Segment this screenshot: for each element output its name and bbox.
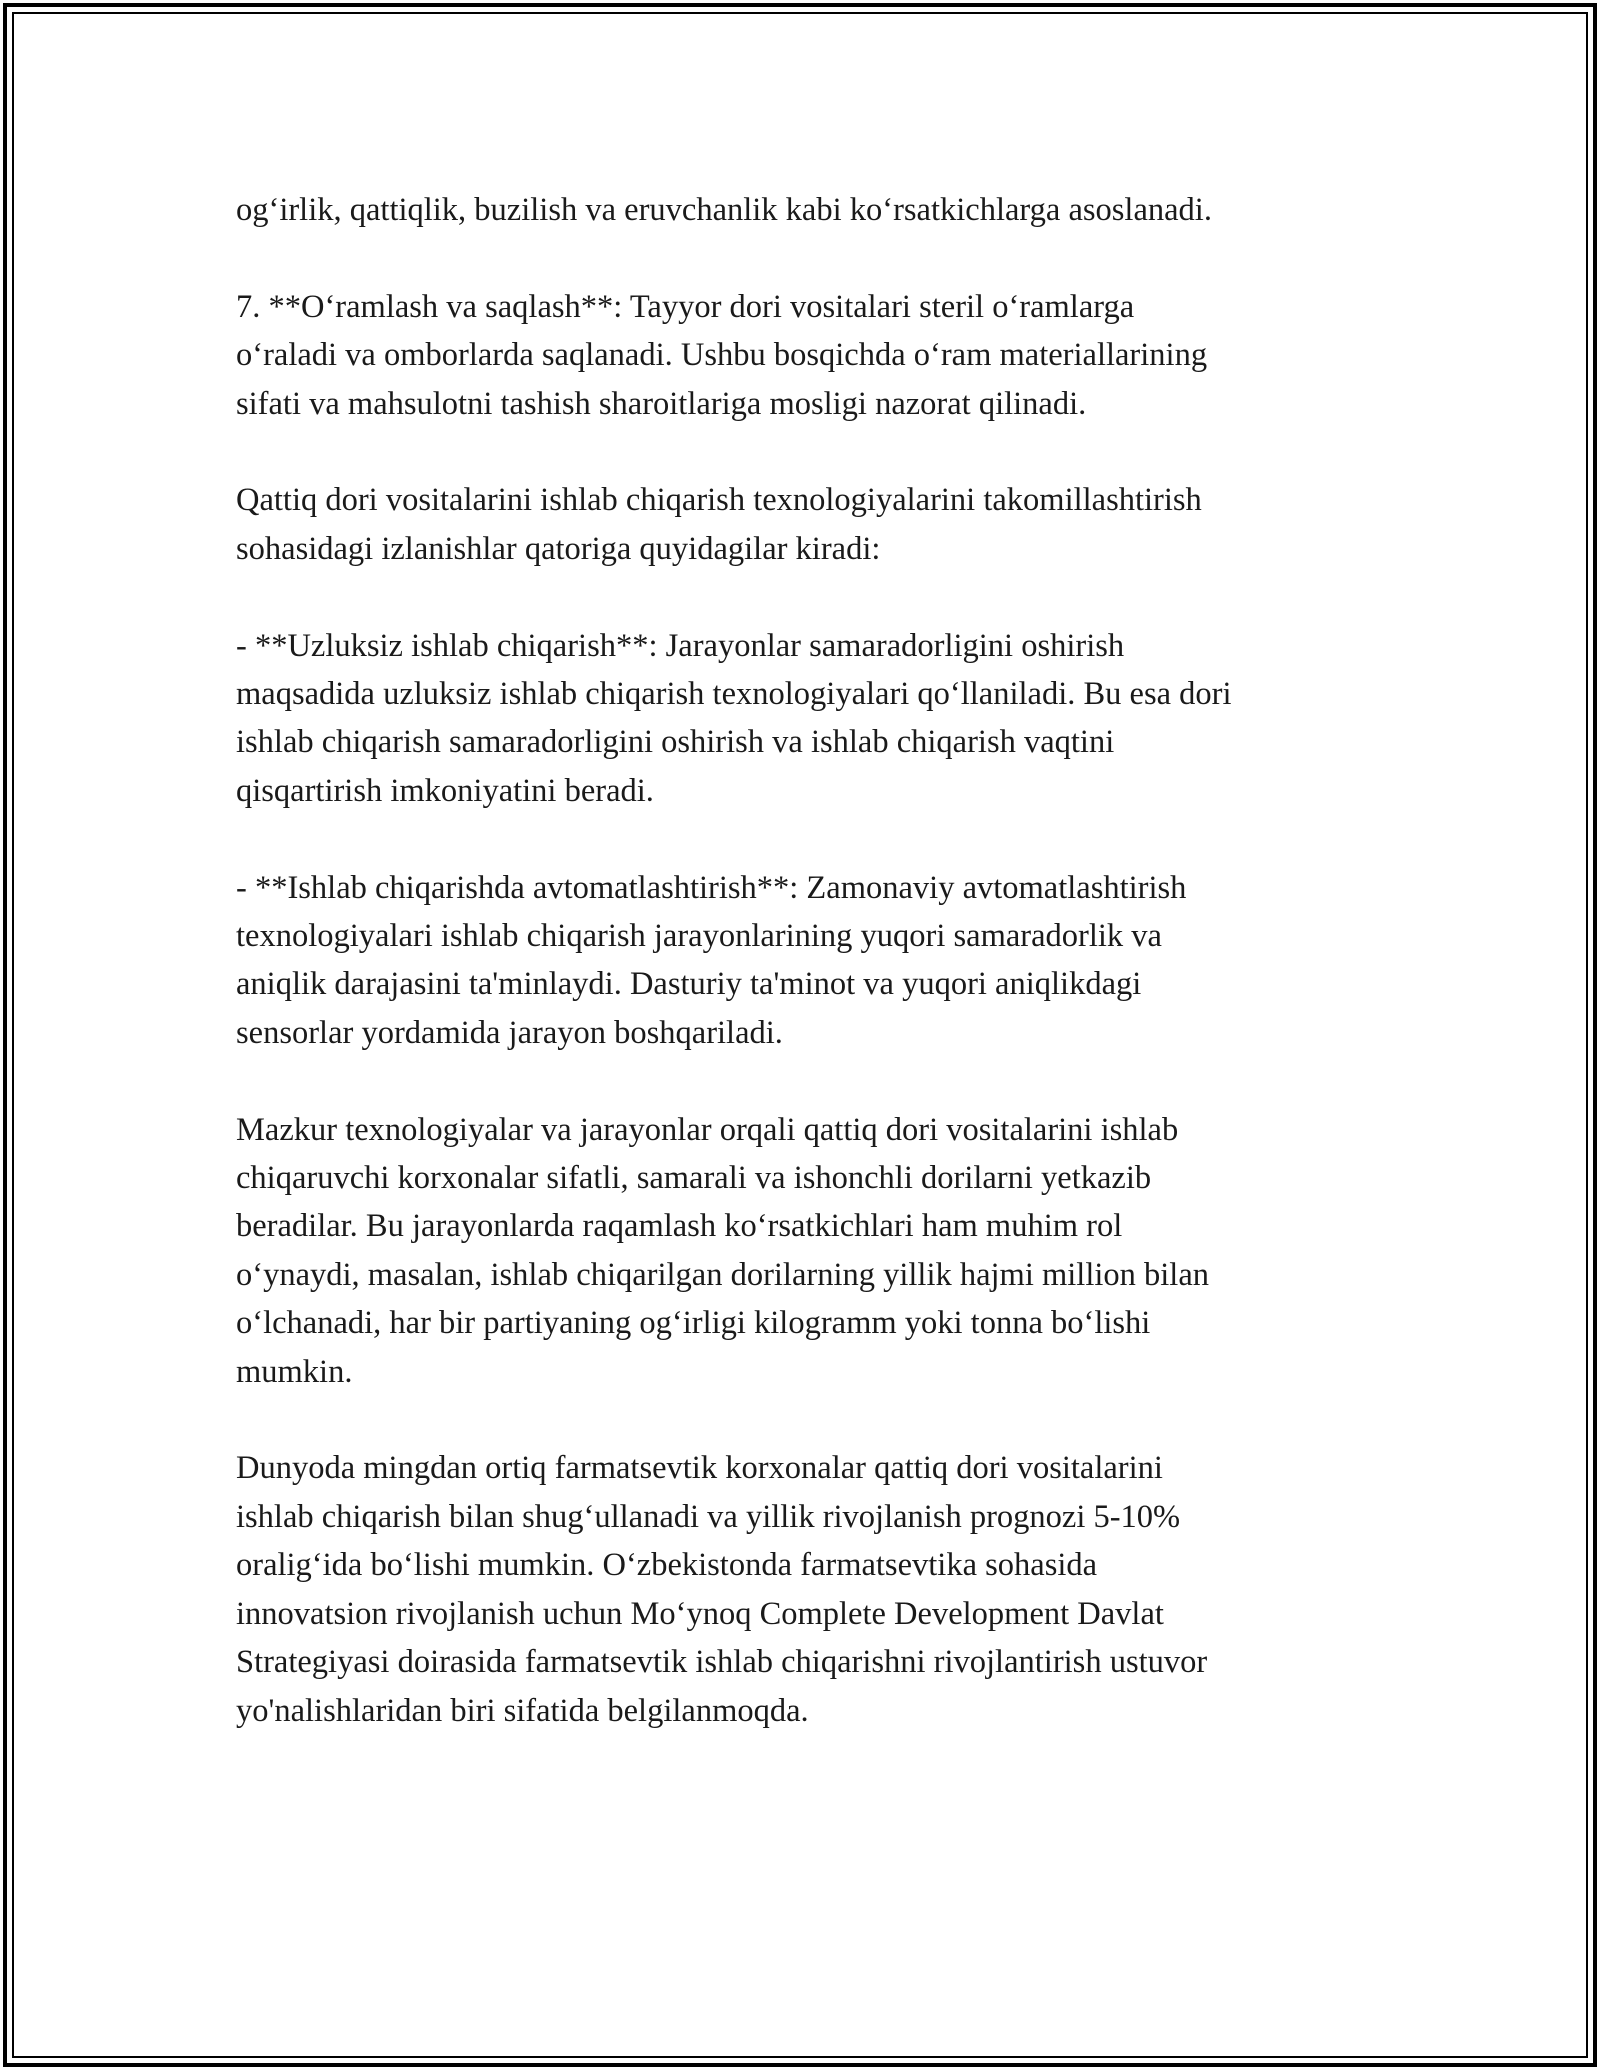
- paragraph-4: - **Uzluksiz ishlab chiqarish**: Jarayonlar samaradorligini oshirish maqsadida uzluksiz ishlab chiqarish texnologiyalari qo‘llaniladi. Bu esa dori ishlab chiqarish samaradorligini oshirish va ishlab chiqarish vaqtini qisqartirish imkoniyatini beradi.: [236, 627, 1232, 809]
- paragraph-3: Qattiq dori vositalarini ishlab chiqarish texnologiyalarini takomillashtirish sohasidagi izlanishlar qatoriga quyidagilar kiradi:: [236, 482, 1202, 567]
- document-body: [236, 186, 1376, 1783]
- paragraph-2: 7. **O‘ramlash va saqlash**: Tayyor dori vositalari steril o‘ramlarga o‘raladi va omborlarda saqlanadi. Ushbu bosqichda o‘ram materiallarining sifati va mahsulotni tashish sharoitlariga mosligi nazorat qilinadi.: [236, 288, 1208, 422]
- paragraph-6: Mazkur texnologiyalar va jarayonlar orqali qattiq dori vositalarini ishlab chiqaruvchi korxonalar sifatli, samarali va ishonchli dorilarni yetkazib beradilar. Bu jarayonlarda raqamlash ko‘rsatkichlari ham muhim rol o‘ynaydi, masalan, ishlab chiqarilgan dorilarning yillik hajmi million bilan o‘lchanadi, har bir partiyaning og‘irligi kilogramm yoki tonna bo‘lishi mumkin.: [236, 1111, 1210, 1390]
- paragraph-1: og‘irlik, qattiqlik, buzilish va eruvchanlik kabi ko‘rsatkichlarga asoslanadi.: [236, 192, 1212, 228]
- paragraph-5: - **Ishlab chiqarishda avtomatlashtirish**: Zamonaviy avtomatlashtirish texnologiyalari ishlab chiqarish jarayonlarining yuqori samaradorlik va aniqlik darajasini ta'minlaydi. Dasturiy ta'minot va yuqori aniqlikdagi sensorlar yordamida jarayon boshqariladi.: [236, 869, 1187, 1051]
- paragraph-7: Dunyoda mingdan ortiq farmatsevtik korxonalar qattiq dori vositalarini ishlab chiqarish bilan shug‘ullanadi va yillik rivojlanish prognozi 5-10% oralig‘ida bo‘lishi mumkin. O‘zbekistonda farmatsevtika sohasida innovatsion rivojlanish uchun Mo‘ynoq Complete Development Davlat Strategiyasi doirasida farmatsevtik ishlab chiqarishni rivojlantirish ustuvor yo'nalishlaridan biri sifatida belgilanmoqda.: [236, 1450, 1208, 1729]
